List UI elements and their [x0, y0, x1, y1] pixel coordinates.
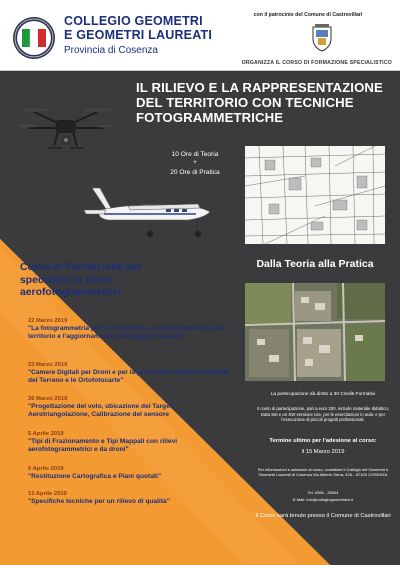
- airplane-icon: [78, 180, 228, 242]
- org-province: Provincia di Cosenza: [64, 45, 158, 56]
- module-title: "Progettazione del volo, ubicazione dei Target, Aerotriangolazione, Calibrazione del sensore: [28, 403, 174, 419]
- module-item: [28, 396, 233, 419]
- module-date: 5 Aprile 2019: [28, 431, 64, 437]
- module-item: [28, 362, 233, 385]
- collegio-logo-icon: [12, 16, 56, 60]
- aerial-photo-image: [245, 283, 385, 381]
- module-title: "Specifiche tecniche per un rilievo di qualità": [28, 498, 170, 505]
- module-title: "Restituzione Cartografica e Piani quotati": [28, 473, 162, 480]
- module-date: 6 Aprile 2019: [28, 466, 64, 472]
- module-date: 22 Marzo 2019: [28, 318, 68, 324]
- cadastral-map-image: [245, 146, 385, 244]
- main-title: IL RILIEVO E LA RAPPRESENTAZIONE DEL TERRITORIO CON TECNICHE FOTOGRAMMETRICHE: [136, 80, 383, 125]
- module-item: [28, 431, 233, 454]
- deadline-date: il 15 Marzo 2019: [301, 449, 345, 455]
- module-title: "Camere Digitali per Droni e per la produzione di Modelli Digitali del Terreno e le Ortofotocarte": [28, 369, 229, 385]
- cost-text: Il costo di partecipazione, pari a euro 200, include materiale didattico, Data Set e un SW versione Lite, per le esercitazioni in aula, e per l'esecuzione di piccoli progetti professionali.: [257, 406, 389, 423]
- module-title: "La fotogrammetria per la conoscenza, la rappresentazione del territorio e l'aggiornamento delle mappe catastali": [28, 325, 225, 341]
- module-title: "Tipi di Frazionamento e Tipi Mappali con rilievi aerofotogrammetrici e da droni": [28, 438, 178, 454]
- module-date: 23 Marzo 2019: [28, 362, 68, 368]
- module-item: [28, 491, 233, 506]
- municipality-crest-icon: [311, 24, 333, 52]
- org-name-line1: COLLEGIO GEOMETRI: [64, 14, 203, 28]
- phone-number: Tel. 0984 - 25004: [307, 490, 339, 495]
- contact-text: Per informazioni e adesione al corso, contattare il Collegio dei Geometri e Geometri Laureati di Cosenza Via Alberto Serra, 42A - 87100 COSENZA: [257, 467, 389, 478]
- hours-practice: 20 Ore di Pratica: [170, 169, 220, 176]
- tagline: Dalla Teoria alla Pratica: [256, 258, 374, 270]
- hours-plus: +: [193, 160, 197, 166]
- module-date: 26 Marzo 2019: [28, 396, 68, 402]
- email-address: E-Mail: info@collegiogeometrics.it: [292, 497, 354, 502]
- credits-text: La partecipazione dà diritto a 30 Crediti Formativi: [270, 392, 376, 397]
- venue-text: Il Corso sarà tenuto presso il Comune di Castrovillari: [255, 513, 391, 519]
- org-name-line2: E GEOMETRI LAUREATI: [64, 28, 213, 42]
- module-date: 13 Aprile 2019: [28, 491, 67, 497]
- deadline-label: Termine ultimo per l'adesione al corso:: [269, 438, 377, 444]
- hours-theory: 10 Ore di Teoria: [171, 151, 219, 158]
- organizer-text: ORGANIZZA IL CORSO DI FORMAZIONE SPECIALISTICO: [241, 60, 392, 66]
- patronage-text: con il patrocinio del Comune di Castrovillari: [253, 12, 363, 18]
- course-title: Corso di Formazione per specialisti in rilievi aerofotogrammetrici: [20, 262, 143, 299]
- drone-icon: [18, 98, 113, 160]
- flyer-header: [0, 0, 400, 72]
- module-item: [28, 466, 233, 481]
- module-item: [28, 318, 233, 341]
